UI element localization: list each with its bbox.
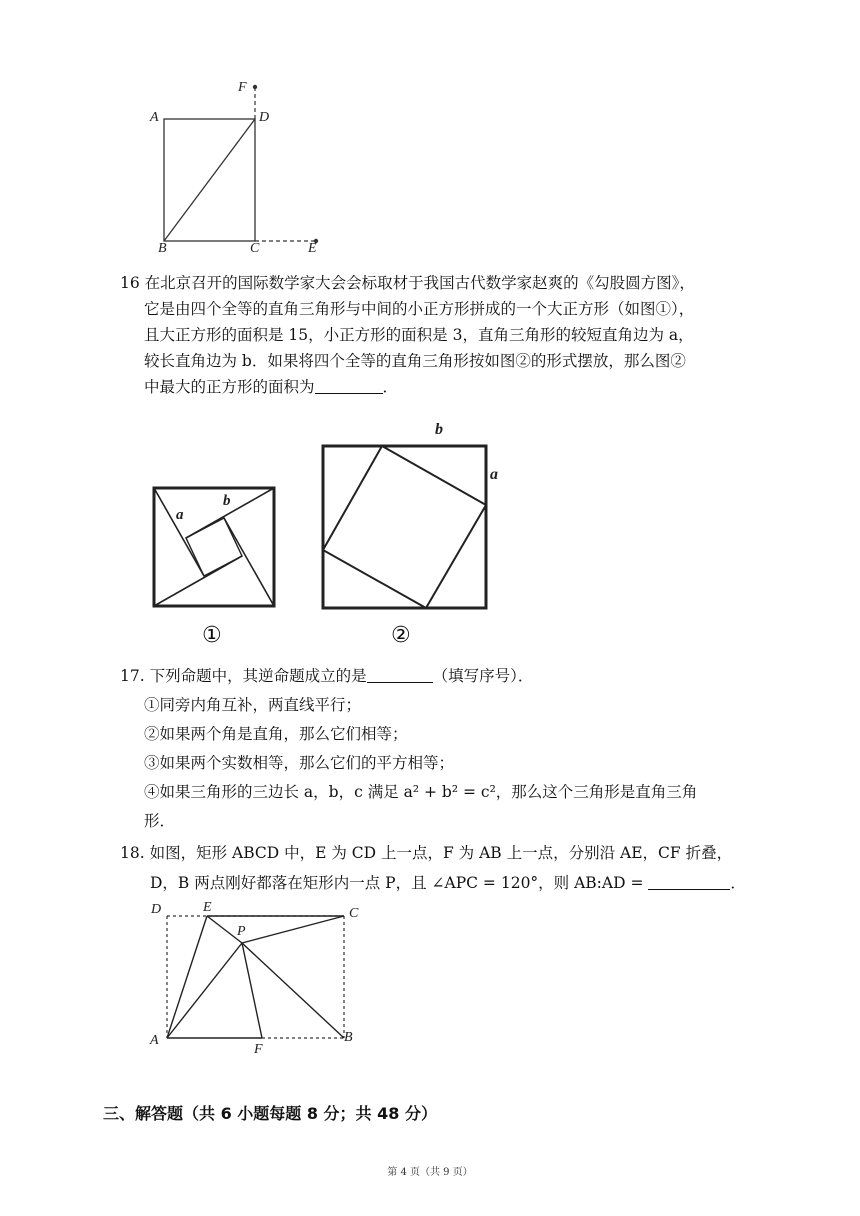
fig1-label-a: a	[176, 507, 184, 523]
q18-label-C: C	[349, 906, 359, 921]
fig2-label-b: b	[435, 421, 443, 438]
q18-line-2: D，B 两点刚好都落在矩形内一点 P，且 ∠APC = 120°，则 AB:AD = ．	[150, 874, 746, 892]
label-B: B	[158, 241, 167, 256]
figure-16-1-svg	[150, 485, 280, 610]
q18-label-B: B	[344, 1030, 353, 1045]
label-E: E	[308, 241, 317, 256]
q17-line-1: 17. 下列命题中，其逆命题成立的是 （填写序号）．	[120, 667, 534, 685]
q18-label-A: A	[150, 1033, 159, 1048]
q16-line-1: 16 在北京召开的国际数学家大会会标取材于我国古代数学家赵爽的《勾股圆方图》，	[120, 274, 695, 292]
label-D: D	[259, 110, 270, 125]
figure-q15	[140, 78, 340, 263]
q17-item-4: ④如果三角形的三边长 a，b，c 满足 a² + b² = c²，那么这个三角形是直角三角	[144, 783, 698, 801]
q16-number: 16	[120, 274, 140, 292]
label-F: F	[238, 80, 247, 95]
q16-line-3: 且大正方形的面积是 15，小正方形的面积是 3，直角三角形的较短直角边为 a，	[144, 326, 694, 344]
fig1-caption: ①	[202, 623, 222, 648]
q16-answer-blank[interactable]	[315, 377, 383, 394]
q17-item-5: 形．	[144, 812, 176, 830]
fig1-label-b: b	[223, 493, 231, 509]
section-3-title: 三、解答题（共 6 小题每题 8 分；共 48 分）	[103, 1104, 437, 1123]
label-C: C	[250, 241, 260, 256]
question-16	[120, 270, 695, 400]
q17-answer-blank[interactable]	[367, 666, 433, 683]
q18-answer-blank[interactable]	[648, 873, 730, 890]
page-footer: 第 4 页（共 9 页）	[387, 1167, 473, 1178]
q18-label-P: P	[237, 924, 246, 939]
q18-line-1: 18. 如图，矩形 ABCD 中，E 为 CD 上一点，F 为 AB 上一点，分别沿 AE，CF 折叠，	[120, 844, 733, 862]
figure-q18	[145, 900, 375, 1060]
q18-label-F: F	[254, 1042, 263, 1057]
q16-line-2: 它是由四个全等的直角三角形与中间的小正方形拼成的一个大正方形（如图①），	[144, 300, 695, 318]
question-17	[120, 663, 697, 834]
q18-label-E: E	[203, 900, 212, 915]
q16-line-4: 较长直角边为 b．如果将四个全等的直角三角形按如图②的形式摆放，那么图②	[144, 352, 686, 370]
figure-q18-svg	[145, 900, 375, 1060]
label-A: A	[150, 110, 159, 125]
q17-item-3: ③如果两个实数相等，那么它们的平方相等；	[144, 754, 455, 772]
fig2-label-a: a	[490, 466, 498, 483]
q18-label-D: D	[151, 902, 162, 917]
q17-item-2: ②如果两个角是直角，那么它们相等；	[144, 725, 408, 743]
figure-16-2-svg	[318, 420, 518, 615]
figure-16-2	[318, 420, 518, 655]
figure-q15-svg	[140, 78, 340, 263]
q17-item-1: ①同旁内角互补，两直线平行；	[144, 696, 362, 714]
question-18	[120, 840, 746, 896]
fig2-caption: ②	[391, 623, 411, 648]
q16-line-5: 中最大的正方形的面积为 ．	[144, 378, 399, 396]
figure-16-1	[150, 485, 280, 655]
